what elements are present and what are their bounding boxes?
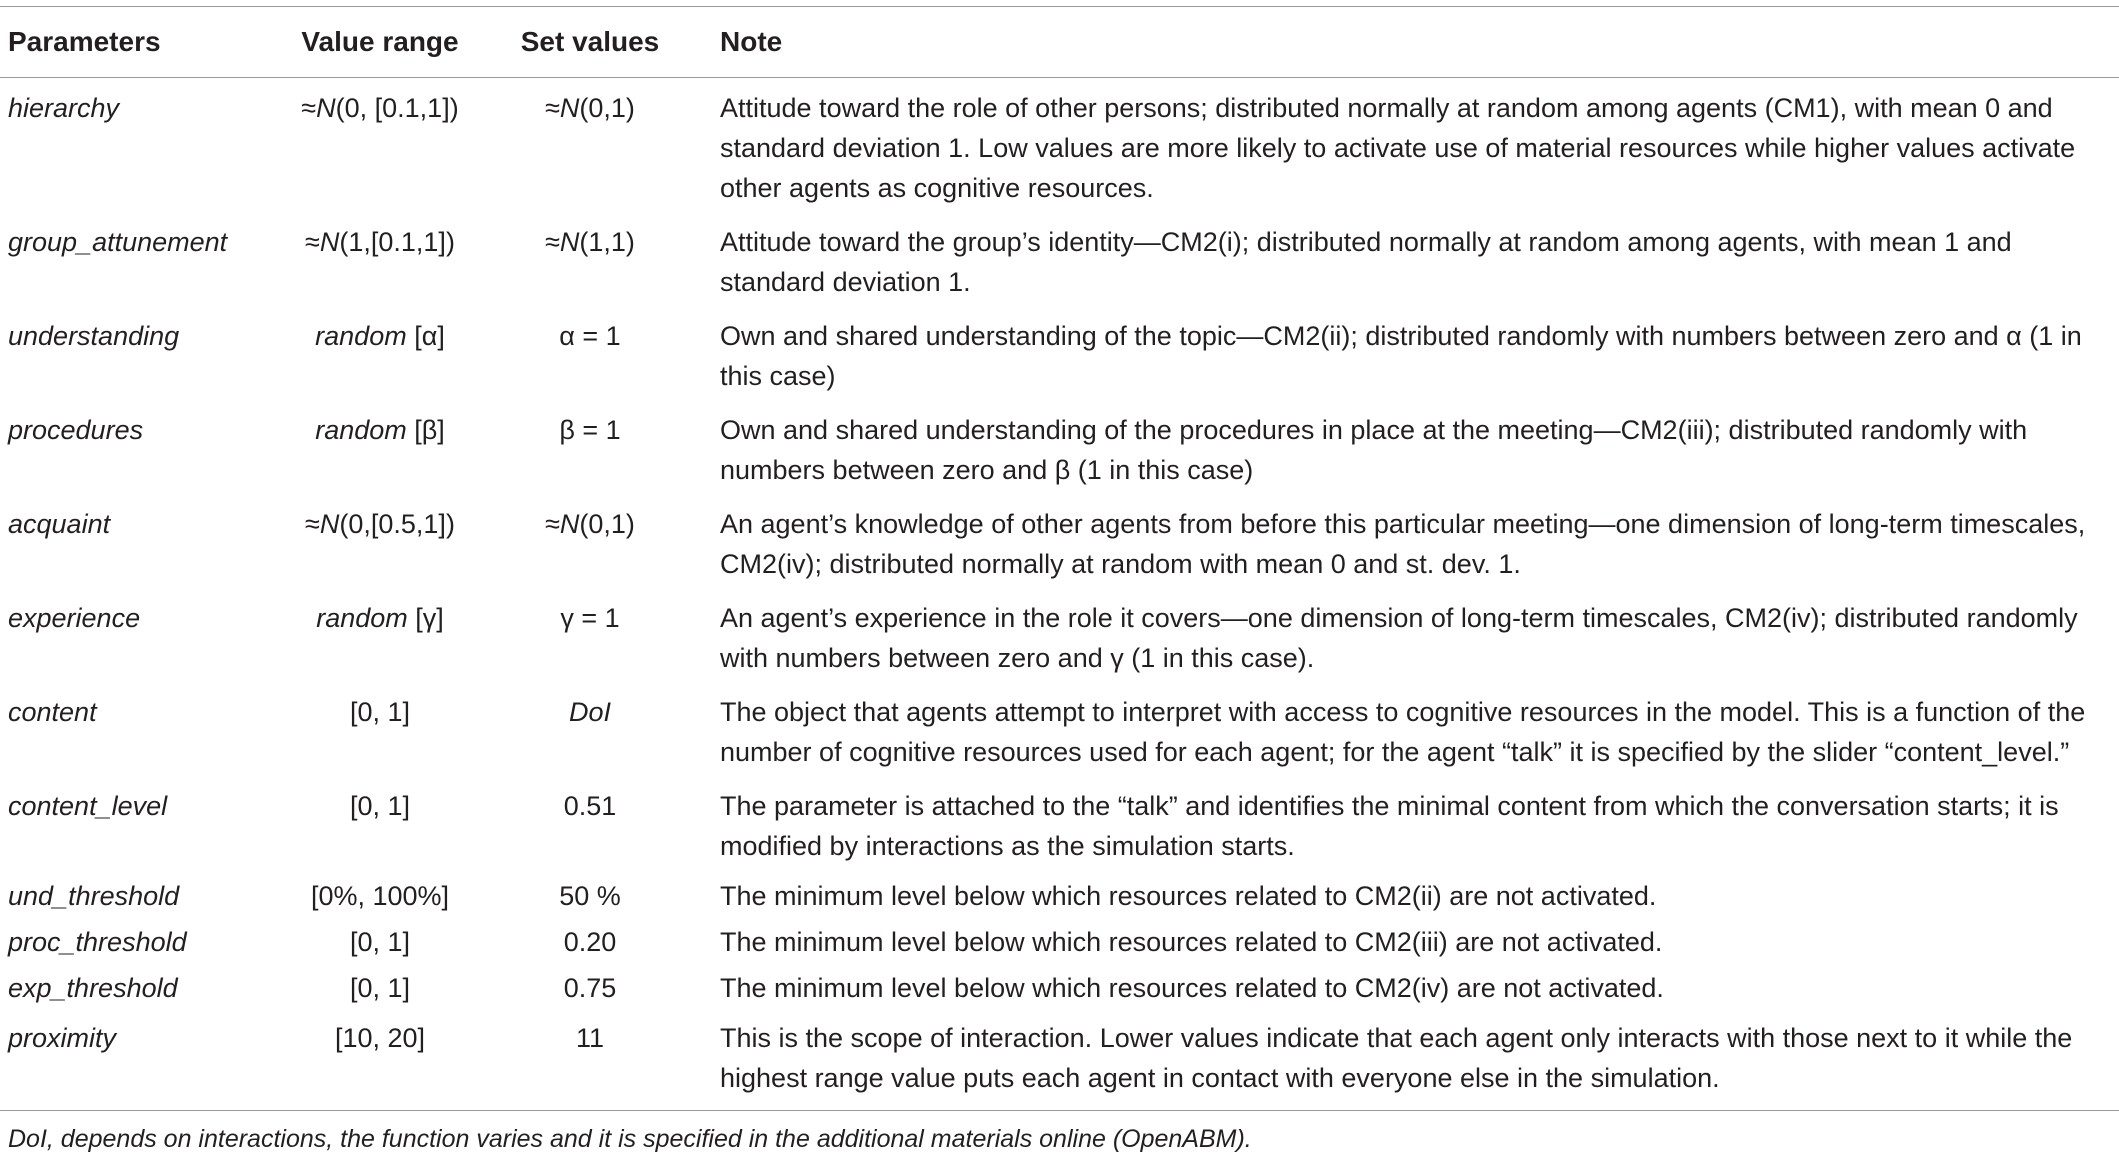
value-range-cell [285, 966, 475, 1012]
set-values-cell [475, 592, 705, 686]
note-cell: An agent’s experience in the role it covers—one dimension of long-term timescales, CM2(iv); distributed randomly with numbers between zero and γ (1 in this case). [720, 603, 2078, 673]
param-cell: und_threshold [8, 881, 180, 911]
range-italic: random [316, 603, 408, 633]
param-cell: proc_threshold [8, 927, 187, 957]
header-set-values: Set values [520, 26, 660, 57]
range-prefix: [0, 1] [349, 697, 411, 727]
set-values-cell [475, 780, 705, 874]
value-range-cell [285, 592, 475, 686]
set-prefix: 11 [575, 1023, 605, 1053]
param-cell: content [8, 697, 97, 727]
header-note: Note [720, 26, 783, 57]
range-prefix: [0, 1] [349, 927, 411, 957]
param-cell: procedures [8, 415, 144, 445]
table-row [0, 920, 2119, 966]
range-italic: N [319, 509, 340, 539]
set-prefix: α = 1 [559, 321, 621, 351]
range-prefix: [0, 1] [349, 791, 411, 821]
value-range-cell [285, 404, 475, 498]
set-prefix: ≈ [545, 509, 560, 539]
set-italic: N [559, 509, 580, 539]
set-values-cell [475, 1012, 705, 1111]
value-range-cell [285, 78, 475, 217]
range-suffix: (0, [0.1,1]) [335, 93, 459, 123]
param-cell: proximity [8, 1023, 117, 1053]
param-cell: group_attunement [8, 227, 228, 257]
value-range-cell [285, 498, 475, 592]
range-italic: random [315, 321, 407, 351]
range-italic: random [315, 415, 407, 445]
param-cell: exp_threshold [8, 973, 178, 1003]
set-prefix: ≈ [545, 227, 560, 257]
range-suffix: [β] [406, 415, 445, 445]
header-parameters: Parameters [8, 26, 161, 57]
set-prefix: ≈ [545, 93, 560, 123]
set-italic: DoI [568, 697, 612, 727]
range-italic: N [319, 227, 340, 257]
table-row [0, 498, 2119, 592]
range-italic: N [316, 93, 336, 123]
range-prefix: ≈ [301, 93, 317, 123]
set-values-cell [475, 686, 705, 780]
note-cell: Own and shared understanding of the topic—CM2(ii); distributed randomly with numbers between zero and α (1 in this case) [720, 321, 2082, 391]
table-row [0, 78, 2119, 217]
note-cell: The minimum level below which resources related to CM2(ii) are not activated. [720, 881, 1657, 911]
set-prefix: 0.20 [563, 927, 617, 957]
note-cell: The minimum level below which resources related to CM2(iii) are not activated. [720, 927, 1663, 957]
table-footnote: DoI, depends on interactions, the function varies and it is specified in the additional materials online (OpenABM). [8, 1125, 1252, 1153]
set-values-cell [475, 78, 705, 217]
note-cell: The object that agents attempt to interpret with access to cognitive resources in the model. This is a function of the number of cognitive resources used for each agent; for the agent “talk” it is specified by the slider “content_level.” [720, 697, 2086, 767]
note-cell: This is the scope of interaction. Lower values indicate that each agent only interacts with those next to it while the highest range value puts each agent in contact with everyone else in the simulation. [720, 1023, 2073, 1093]
table-row [0, 780, 2119, 874]
value-range-cell [285, 310, 475, 404]
set-values-cell [475, 966, 705, 1012]
range-prefix: ≈ [305, 509, 320, 539]
value-range-cell [285, 920, 475, 966]
set-suffix: (1,1) [579, 227, 635, 257]
set-values-cell [475, 920, 705, 966]
set-suffix: (0,1) [579, 93, 635, 123]
set-values-cell [475, 874, 705, 920]
table-row [0, 1012, 2119, 1111]
set-italic: N [559, 93, 580, 123]
set-prefix: 0.75 [563, 973, 617, 1003]
value-range-cell [285, 686, 475, 780]
set-prefix: γ = 1 [560, 603, 620, 633]
range-suffix: [γ] [407, 603, 444, 633]
range-suffix: [α] [406, 321, 445, 351]
set-suffix: (0,1) [579, 509, 635, 539]
value-range-cell [285, 874, 475, 920]
param-cell: understanding [8, 321, 180, 351]
header-row [0, 7, 2119, 78]
value-range-cell [285, 216, 475, 310]
table-row [0, 592, 2119, 686]
param-cell: acquaint [8, 509, 111, 539]
value-range-cell [285, 1012, 475, 1111]
table-header [0, 7, 2119, 78]
range-prefix: ≈ [305, 227, 320, 257]
set-prefix: 0.51 [563, 791, 617, 821]
table-body [0, 78, 2119, 1111]
table-row [0, 310, 2119, 404]
table-row [0, 966, 2119, 1012]
param-cell: experience [8, 603, 141, 633]
note-cell: Own and shared understanding of the procedures in place at the meeting—CM2(iii); distributed randomly with numbers between zero and β (1 in this case) [720, 415, 2028, 485]
set-values-cell [475, 216, 705, 310]
set-prefix: β = 1 [559, 415, 621, 445]
range-suffix: (0,[0.5,1]) [339, 509, 455, 539]
set-italic: N [559, 227, 580, 257]
table-row [0, 216, 2119, 310]
range-prefix: [0%, 100%] [310, 881, 450, 911]
range-prefix: [10, 20] [334, 1023, 426, 1053]
value-range-cell [285, 780, 475, 874]
set-prefix: 50 % [559, 881, 621, 911]
note-cell: The parameter is attached to the “talk” and identifies the minimal content from which the conversation starts; it is modified by interactions as the simulation starts. [720, 791, 2059, 861]
set-values-cell [475, 310, 705, 404]
note-cell: Attitude toward the group’s identity—CM2(i); distributed normally at random among agents, with mean 1 and standard deviation 1. [720, 227, 2012, 297]
note-cell: Attitude toward the role of other persons; distributed normally at random among agents (CM1), with mean 0 and standard deviation 1. Low values are more likely to activate use of material resources while higher values activate other agents as cognitive resources. [720, 93, 2076, 203]
param-cell: content_level [8, 791, 168, 821]
range-suffix: (1,[0.1,1]) [339, 227, 455, 257]
table-row [0, 874, 2119, 920]
header-value-range: Value range [301, 26, 459, 57]
param-cell: hierarchy [8, 93, 120, 123]
set-values-cell [475, 404, 705, 498]
parameter-table [0, 6, 2119, 1111]
table-row [0, 404, 2119, 498]
range-prefix: [0, 1] [349, 973, 411, 1003]
table-row [0, 686, 2119, 780]
note-cell: An agent’s knowledge of other agents from before this particular meeting—one dimension of long-term timescales, CM2(iv); distributed normally at random with mean 0 and st. dev. 1. [720, 509, 2086, 579]
note-cell: The minimum level below which resources related to CM2(iv) are not activated. [720, 973, 1664, 1003]
set-values-cell [475, 498, 705, 592]
